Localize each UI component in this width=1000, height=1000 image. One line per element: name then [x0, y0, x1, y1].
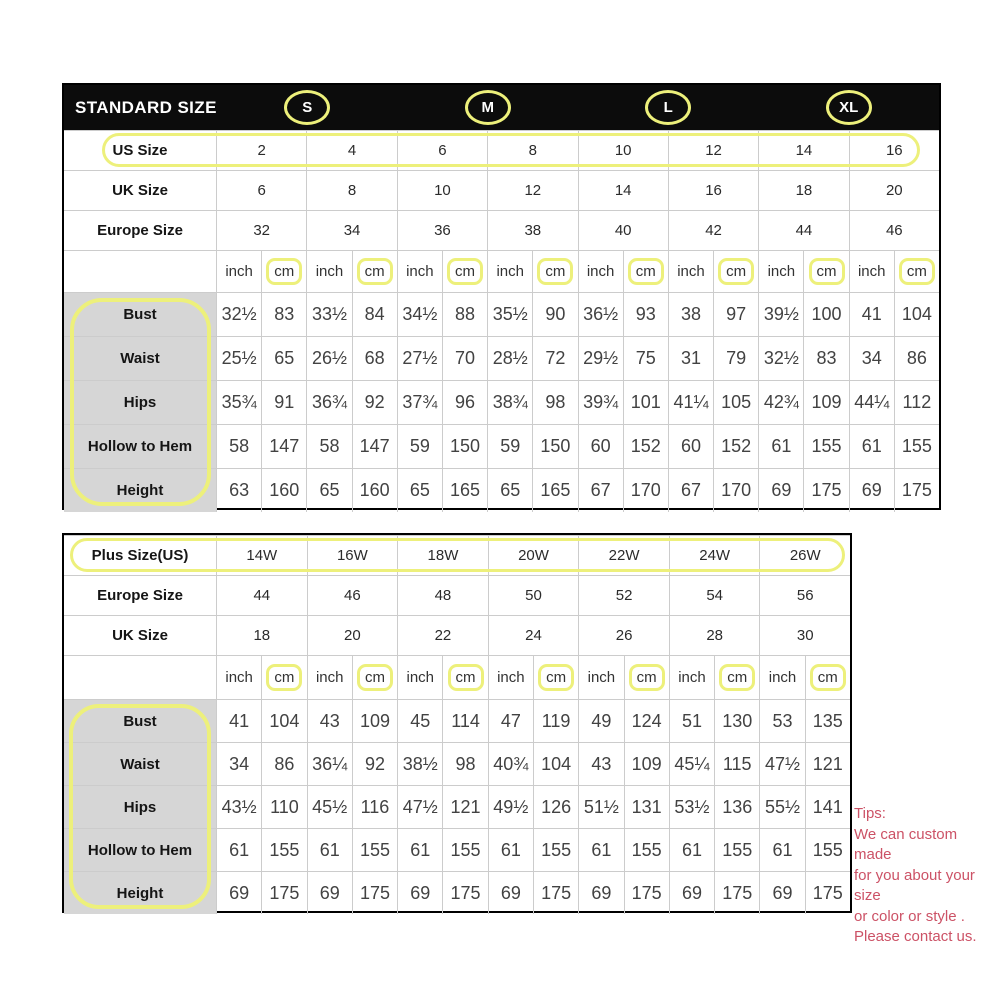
measure-value: 155 [625, 829, 670, 871]
measure-value: 100 [804, 293, 849, 336]
measure-value: 86 [906, 348, 927, 368]
measure-value: 141 [812, 796, 843, 817]
tips-title: Tips: [854, 805, 886, 822]
cm-cell [443, 251, 488, 292]
size-value: 52 [579, 576, 670, 615]
measure-row-label: Bust [64, 700, 217, 742]
measure-value: 33½ [307, 293, 352, 336]
cm-highlight: cm [719, 664, 755, 691]
measure-value: 35½ [488, 293, 533, 336]
measure-value: 53½ [670, 786, 715, 828]
measure-row [64, 336, 939, 380]
measure-value: 75 [624, 337, 669, 380]
measure-value: 45½ [308, 786, 353, 828]
tips-line: Please contact us. [854, 928, 977, 945]
size-value: 24W [670, 536, 761, 575]
measure-value: 155 [262, 829, 307, 871]
size-value: 48 [398, 576, 489, 615]
size-value: 22 [398, 616, 489, 655]
measure-value: 109 [804, 381, 849, 424]
tips-line: We can custom made [854, 825, 958, 863]
size-row-label: Europe Size [64, 211, 217, 250]
measure-row-label: Hollow to Hem [64, 829, 217, 871]
cm-highlight: cm [447, 258, 483, 285]
size-row [64, 575, 850, 615]
measure-value: 105 [714, 381, 759, 424]
measure-value: 41 [217, 700, 262, 742]
measure-row [64, 380, 939, 424]
measure-value: 65 [398, 469, 443, 512]
measure-value: 43 [308, 700, 353, 742]
measure-value: 35¾ [217, 381, 262, 424]
measure-value: 61 [850, 425, 895, 468]
measure-value: 61 [217, 829, 262, 871]
cm-highlight: cm [538, 664, 574, 691]
measure-value: 101 [624, 381, 669, 424]
measure-value: 39½ [759, 293, 804, 336]
measure-value: 69 [760, 872, 805, 914]
measure-value: 69 [759, 469, 804, 512]
unit-row-label [64, 251, 217, 292]
measure-value: 96 [443, 381, 488, 424]
measure-row [64, 292, 939, 336]
measure-value: 175 [901, 480, 932, 500]
size-group-badge-m: M [465, 90, 511, 125]
cm-highlight: cm [718, 258, 754, 285]
measure-value: 43 [579, 743, 624, 785]
size-value: 12 [488, 171, 578, 210]
size-value: 44 [759, 211, 849, 250]
cm-cell [353, 251, 398, 292]
inch-label: inch [579, 251, 624, 292]
size-value: 32 [217, 211, 307, 250]
size-row-label: UK Size [64, 171, 217, 210]
size-value: 14 [759, 131, 849, 170]
measure-value: 28½ [488, 337, 533, 380]
measure-value: 69 [850, 469, 895, 512]
unit-row [64, 655, 850, 699]
size-value: 4 [307, 131, 397, 170]
measure-value: 110 [262, 786, 307, 828]
measure-value: 155 [715, 829, 760, 871]
size-row-label: Plus Size(US) [64, 536, 217, 575]
size-value: 30 [796, 627, 814, 644]
cm-cell [443, 656, 488, 699]
cm-highlight: cm [266, 258, 302, 285]
cm-highlight: cm [899, 258, 935, 285]
measure-row [64, 424, 939, 468]
cm-cell [804, 251, 849, 292]
measure-value: 68 [353, 337, 398, 380]
size-row-label: Europe Size [64, 576, 217, 615]
measure-row-label: Hollow to Hem [64, 425, 217, 468]
measure-value: 49½ [489, 786, 534, 828]
measure-value: 32½ [217, 293, 262, 336]
measure-value: 150 [533, 425, 578, 468]
measure-value: 155 [804, 425, 849, 468]
measure-value: 165 [443, 469, 488, 512]
measure-value: 97 [714, 293, 759, 336]
measure-value: 160 [262, 469, 307, 512]
measure-value: 61 [670, 829, 715, 871]
measure-row [64, 828, 850, 871]
measure-row [64, 468, 939, 512]
cm-cell [715, 656, 760, 699]
measure-value: 98 [443, 743, 488, 785]
inch-label: inch [217, 251, 262, 292]
size-value: 28 [670, 616, 761, 655]
measure-value: 41 [850, 293, 895, 336]
unit-row-label [64, 656, 217, 699]
measure-row-label: Height [64, 469, 217, 512]
measure-value: 36½ [579, 293, 624, 336]
cm-cell [353, 656, 398, 699]
size-value: 26W [789, 547, 821, 564]
measure-value: 175 [625, 872, 670, 914]
measure-value: 119 [534, 700, 579, 742]
measure-value: 60 [669, 425, 714, 468]
measure-row [64, 871, 850, 914]
measure-value: 175 [715, 872, 760, 914]
inch-label: inch [669, 251, 714, 292]
measure-value: 40¾ [489, 743, 534, 785]
size-value: 40 [579, 211, 669, 250]
measure-value: 116 [353, 786, 398, 828]
size-value: 18 [759, 171, 849, 210]
measure-value: 155 [812, 839, 843, 860]
measure-value: 45 [398, 700, 443, 742]
measure-value: 69 [217, 872, 262, 914]
measure-value: 104 [534, 743, 579, 785]
size-value: 46 [308, 576, 399, 615]
inch-label: inch [488, 251, 533, 292]
size-value: 24 [489, 616, 580, 655]
measure-value: 72 [533, 337, 578, 380]
inch-label: inch [398, 656, 443, 699]
cm-highlight: cm [537, 258, 573, 285]
measure-value: 70 [443, 337, 488, 380]
size-value: 44 [217, 576, 308, 615]
size-value: 16 [885, 142, 903, 159]
size-value: 34 [307, 211, 397, 250]
size-value: 36 [398, 211, 488, 250]
measure-value: 58 [307, 425, 352, 468]
measure-value: 37¾ [398, 381, 443, 424]
measure-value: 98 [533, 381, 578, 424]
unit-row [64, 250, 939, 292]
measure-value: 147 [353, 425, 398, 468]
size-value: 10 [579, 131, 669, 170]
measure-value: 44¼ [850, 381, 895, 424]
measure-row-label: Waist [64, 337, 217, 380]
inch-label: inch [307, 251, 352, 292]
size-value: 26 [579, 616, 670, 655]
tips-line: for you about your size [854, 866, 975, 904]
measure-value: 45¼ [670, 743, 715, 785]
measure-value: 136 [715, 786, 760, 828]
measure-value: 27½ [398, 337, 443, 380]
inch-label: inch [398, 251, 443, 292]
measure-row-label: Hips [64, 381, 217, 424]
measure-value: 36¼ [308, 743, 353, 785]
size-value: 46 [885, 222, 903, 239]
inch-label: inch [579, 656, 624, 699]
size-value: 50 [489, 576, 580, 615]
measure-value: 130 [715, 700, 760, 742]
cm-cell [806, 656, 850, 699]
size-row [64, 130, 939, 170]
measure-value: 59 [488, 425, 533, 468]
measure-value: 165 [533, 469, 578, 512]
table-header-bar [64, 85, 939, 130]
size-row [64, 170, 939, 210]
measure-value: 61 [759, 425, 804, 468]
measure-value: 69 [489, 872, 534, 914]
measure-value: 63 [217, 469, 262, 512]
inch-label: inch [489, 656, 534, 699]
size-row [64, 535, 850, 575]
measure-value: 175 [804, 469, 849, 512]
measure-value: 88 [443, 293, 488, 336]
size-group-badge-l: L [645, 90, 691, 125]
measure-value: 69 [398, 872, 443, 914]
cm-highlight: cm [809, 258, 845, 285]
measure-value: 67 [669, 469, 714, 512]
measure-value: 135 [812, 710, 843, 731]
measure-value: 38½ [398, 743, 443, 785]
cm-cell [262, 656, 307, 699]
size-value: 8 [307, 171, 397, 210]
cm-cell [533, 251, 578, 292]
measure-value: 59 [398, 425, 443, 468]
measure-value: 91 [262, 381, 307, 424]
measure-value: 69 [579, 872, 624, 914]
measure-value: 65 [488, 469, 533, 512]
measure-row-label: Hips [64, 786, 217, 828]
measure-value: 61 [398, 829, 443, 871]
inch-label: inch [850, 251, 895, 292]
measure-value: 61 [579, 829, 624, 871]
size-value: 20 [308, 616, 399, 655]
cm-highlight: cm [357, 258, 393, 285]
measure-value: 92 [353, 381, 398, 424]
measure-value: 155 [353, 829, 398, 871]
measure-value: 34 [850, 337, 895, 380]
measure-value: 61 [760, 829, 805, 871]
measure-value: 61 [489, 829, 534, 871]
measure-row [64, 742, 850, 785]
measure-value: 175 [353, 872, 398, 914]
tips-note [854, 804, 996, 948]
measure-value: 38 [669, 293, 714, 336]
measure-value: 152 [714, 425, 759, 468]
size-value: 10 [398, 171, 488, 210]
measure-value: 25½ [217, 337, 262, 380]
size-value: 14 [579, 171, 669, 210]
tips-line: or color or style . [854, 907, 965, 925]
measure-value: 155 [534, 829, 579, 871]
measure-value: 51 [670, 700, 715, 742]
measure-value: 126 [534, 786, 579, 828]
cm-cell [534, 656, 579, 699]
cm-highlight: cm [810, 664, 846, 691]
measure-value: 60 [579, 425, 624, 468]
measure-value: 155 [901, 436, 932, 456]
size-value: 20 [885, 182, 903, 199]
plus-size-table [62, 533, 852, 913]
measure-row-label: Bust [64, 293, 217, 336]
size-row [64, 615, 850, 655]
size-value: 6 [398, 131, 488, 170]
measure-value: 92 [353, 743, 398, 785]
measure-value: 147 [262, 425, 307, 468]
measure-row-label: Height [64, 872, 217, 914]
measure-value: 47½ [760, 743, 805, 785]
measure-value: 67 [579, 469, 624, 512]
measure-value: 90 [533, 293, 578, 336]
measure-value: 29½ [579, 337, 624, 380]
size-value: 6 [217, 171, 307, 210]
measure-value: 32½ [759, 337, 804, 380]
standard-size-table [62, 83, 941, 510]
size-group-badge-s: S [284, 90, 330, 125]
measure-value: 69 [308, 872, 353, 914]
measure-value: 170 [624, 469, 669, 512]
size-value: 16 [669, 171, 759, 210]
measure-value: 41¼ [669, 381, 714, 424]
measure-value: 79 [714, 337, 759, 380]
cm-highlight: cm [357, 664, 393, 691]
measure-value: 34½ [398, 293, 443, 336]
measure-value: 109 [353, 700, 398, 742]
measure-value: 31 [669, 337, 714, 380]
inch-label: inch [760, 656, 805, 699]
cm-highlight: cm [266, 664, 302, 691]
measure-value: 104 [901, 304, 932, 324]
measure-value: 175 [812, 882, 843, 903]
measure-value: 69 [670, 872, 715, 914]
size-value: 16W [308, 536, 399, 575]
cm-cell [625, 656, 670, 699]
measure-row-label: Waist [64, 743, 217, 785]
measure-value: 49 [579, 700, 624, 742]
measure-value: 93 [624, 293, 669, 336]
measure-value: 83 [262, 293, 307, 336]
inch-label: inch [308, 656, 353, 699]
measure-value: 84 [353, 293, 398, 336]
size-row-label: UK Size [64, 616, 217, 655]
measure-value: 43½ [217, 786, 262, 828]
measure-value: 115 [715, 743, 760, 785]
measure-value: 121 [812, 753, 843, 774]
measure-value: 170 [714, 469, 759, 512]
measure-value: 47 [489, 700, 534, 742]
measure-value: 58 [217, 425, 262, 468]
size-value: 54 [670, 576, 761, 615]
measure-value: 26½ [307, 337, 352, 380]
measure-value: 83 [804, 337, 849, 380]
measure-value: 61 [308, 829, 353, 871]
cm-highlight: cm [448, 664, 484, 691]
size-value: 8 [488, 131, 578, 170]
measure-value: 104 [262, 700, 307, 742]
measure-value: 112 [902, 392, 932, 412]
measure-value: 175 [262, 872, 307, 914]
size-value: 14W [217, 536, 308, 575]
measure-value: 152 [624, 425, 669, 468]
size-value: 18 [217, 616, 308, 655]
cm-cell [895, 251, 939, 292]
measure-value: 150 [443, 425, 488, 468]
size-value: 56 [796, 587, 814, 604]
size-value: 38 [488, 211, 578, 250]
measure-value: 53 [760, 700, 805, 742]
size-value: 22W [579, 536, 670, 575]
size-value: 2 [217, 131, 307, 170]
size-value: 42 [669, 211, 759, 250]
measure-value: 38¾ [488, 381, 533, 424]
measure-value: 42¾ [759, 381, 804, 424]
measure-value: 65 [262, 337, 307, 380]
measure-value: 109 [625, 743, 670, 785]
measure-value: 34 [217, 743, 262, 785]
inch-label: inch [670, 656, 715, 699]
measure-value: 175 [443, 872, 488, 914]
inch-label: inch [217, 656, 262, 699]
size-value: 18W [398, 536, 489, 575]
measure-value: 47½ [398, 786, 443, 828]
measure-row [64, 699, 850, 742]
measure-value: 86 [262, 743, 307, 785]
cm-cell [262, 251, 307, 292]
measure-value: 55½ [760, 786, 805, 828]
measure-value: 114 [443, 700, 488, 742]
measure-value: 175 [534, 872, 579, 914]
measure-value: 65 [307, 469, 352, 512]
cm-cell [624, 251, 669, 292]
table-title: STANDARD SIZE [75, 97, 217, 117]
inch-label: inch [759, 251, 804, 292]
measure-value: 131 [625, 786, 670, 828]
measure-value: 39¾ [579, 381, 624, 424]
size-value: 20W [489, 536, 580, 575]
size-row [64, 210, 939, 250]
measure-value: 155 [443, 829, 488, 871]
measure-value: 36¾ [307, 381, 352, 424]
measure-value: 121 [443, 786, 488, 828]
measure-value: 160 [353, 469, 398, 512]
cm-highlight: cm [628, 258, 664, 285]
measure-value: 124 [625, 700, 670, 742]
measure-value: 51½ [579, 786, 624, 828]
size-row-label: US Size [64, 131, 217, 170]
size-group-badge-xl: XL [826, 90, 872, 125]
cm-cell [714, 251, 759, 292]
size-value: 12 [669, 131, 759, 170]
cm-highlight: cm [629, 664, 665, 691]
measure-row [64, 785, 850, 828]
